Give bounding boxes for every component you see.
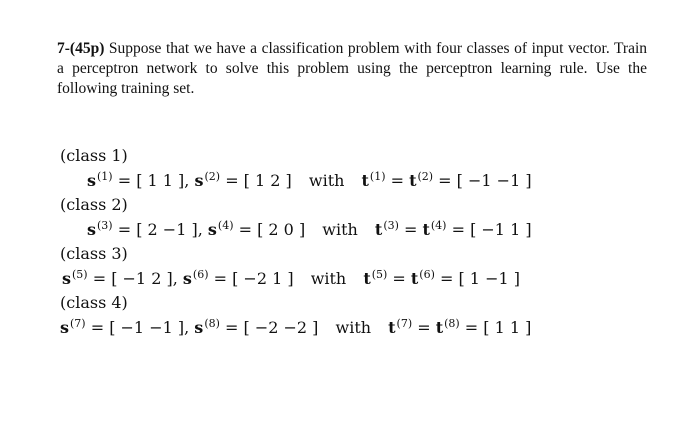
class-3-label: (class 3) [60, 244, 128, 263]
problem-number: 7-(45p) [57, 40, 105, 57]
problem-statement [57, 39, 647, 99]
class-3-equation: $s^{(5)}$ = [ −1 2 ], $s^{(6)}$ = [ −2 1 ] with $t^{(5)} = t^{(6)}$ = [ 1 −1 ] [62, 268, 520, 288]
class-1-label: (class 1) [60, 146, 128, 165]
with-keyword: with [322, 220, 358, 239]
class-4-equation: $s^{(7)}$ = [ −1 −1 ], $s^{(8)}$ = [ −2 −2 ] with $t^{(7)} = t^{(8)}$ = [ 1 1 ] [60, 317, 532, 337]
class-2-label: (class 2) [60, 195, 128, 214]
training-set [60, 146, 532, 342]
with-keyword: with [308, 171, 345, 190]
with-keyword: with [310, 269, 347, 288]
class-2-equation: $s^{(3)}$ = [ 2 −1 ], $s^{(4)}$ = [ 2 0 ] with $t^{(3)} = t^{(4)}$ = [ −1 1 ] [87, 219, 532, 239]
class-1-equation: $s^{(1)}$ = [ 1 1 ], $s^{(2)}$ = [ 1 2 ] with $t^{(1)} = t^{(2)}$ = [ −1 −1 ] [87, 170, 532, 190]
with-keyword: with [335, 318, 372, 337]
class-4-label: (class 4) [60, 293, 128, 312]
problem-text: Suppose that we have a classification problem with four classes of input vector. Train a perceptron network to solve this problem using the perceptron learning rule. Use the following training set. [57, 40, 647, 97]
